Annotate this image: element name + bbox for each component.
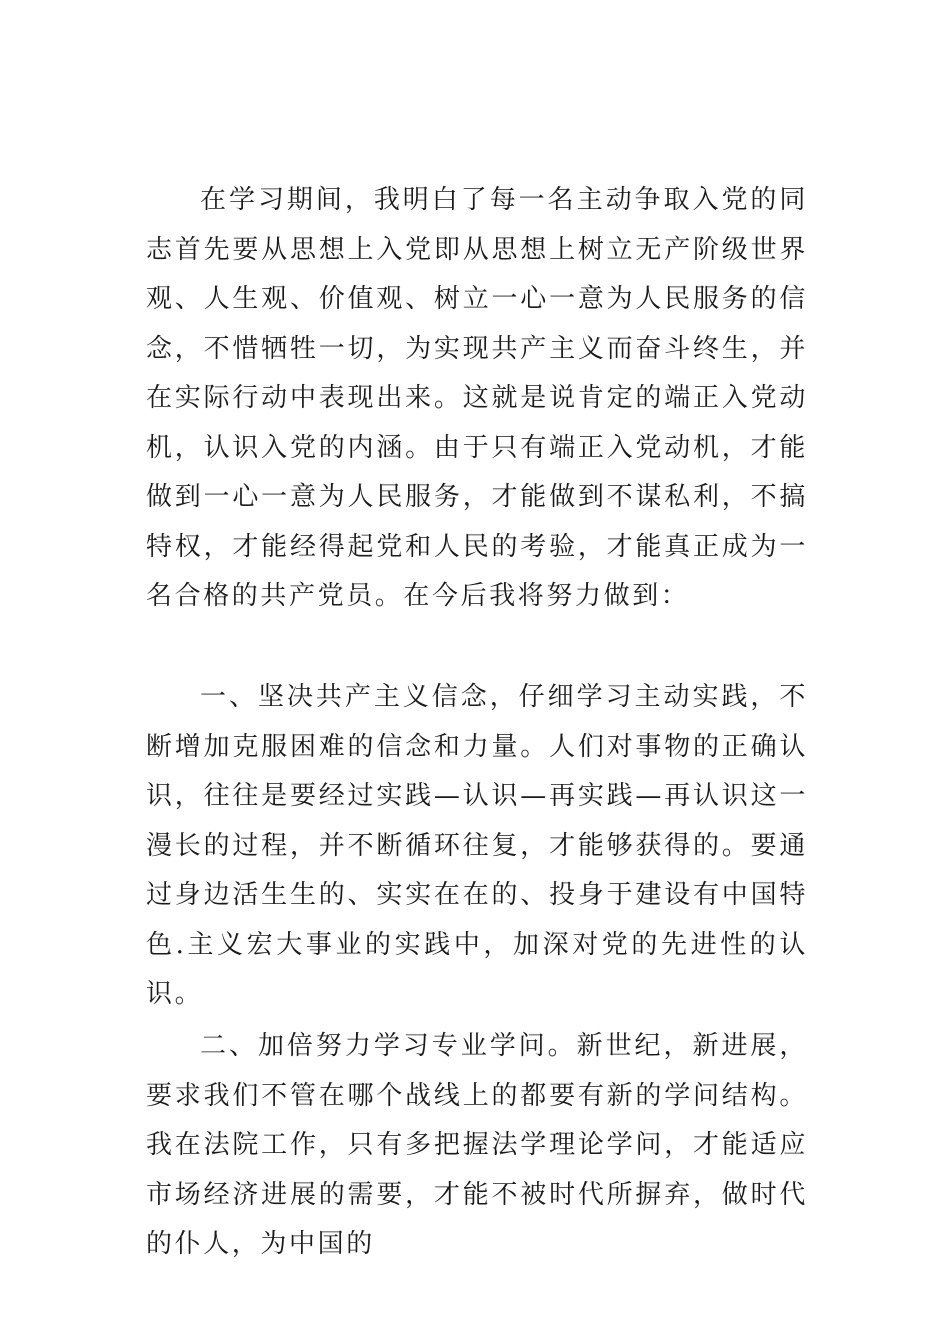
paragraph-point-one: 一、坚决共产主义信念，仔细学习主动实践，不断增加克服困难的信念和力量。人们对事物的正确认识，往往是要经过实践—认识—再实践—再认识这一漫长的过程，并不断循环往复，才能够获得的。要通过身边活生生的、实实在在的、投身于建设有中国特色.主义宏大事业的实践中，加深对党的先进性的认识。: [146, 682, 808, 1009]
paragraph-study-period: 在学习期间，我明白了每一名主动争取入党的同志首先要从思想上入党即从思想上树立无产阶级世界观、人生观、价值观、树立一心一意为人民服务的信念，不惜牺牲一切，为实现共产主义而奋斗终生，并在实际行动中表现出来。这就是说肯定的端正入党动机，认识入党的内涵。由于只有端正入党动机，才能做到一心一意为人民服务，才能做到不谋私利，不搞特权，才能经得起党和人民的考验，才能真正成为一名合格的共产党员。在今后我将努力做到：: [146, 185, 808, 611]
paragraph-point-two: 二、加倍努力学习专业学问。新世纪，新进展，要求我们不管在哪个战线上的都要有新的学问结构。我在法院工作，只有多把握法学理论学问，才能适应市场经济进展的需要，才能不被时代所摒弃，做时代的仆人，为中国的: [146, 1031, 808, 1259]
